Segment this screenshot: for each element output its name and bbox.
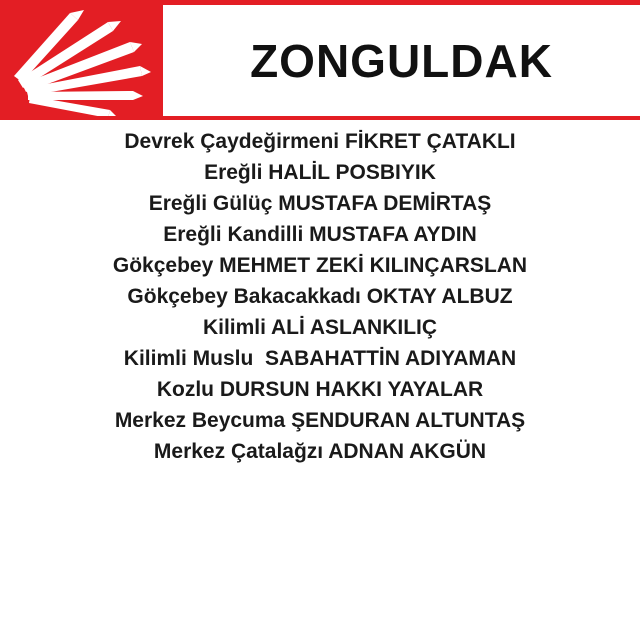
- list-item: Devrek Çaydeğirmeni FİKRET ÇATAKLI: [124, 130, 516, 153]
- header-bottom-rule: [0, 116, 640, 120]
- list-item: Kozlu DURSUN HAKKI YAYALAR: [156, 378, 484, 401]
- list-item: Merkez Beycuma ŞENDURAN ALTUNTAŞ: [114, 409, 526, 432]
- six-arrows-logo-icon: [0, 0, 163, 120]
- logo: [0, 0, 163, 120]
- list-item: Ereğli HALİL POSBIYIK: [204, 161, 436, 184]
- candidate-list: [0, 126, 640, 467]
- list-item: Ereğli Gülüç MUSTAFA DEMİRTAŞ: [148, 192, 492, 215]
- list-item: Gökçebey Bakacakkadı OKTAY ALBUZ: [127, 285, 513, 308]
- list-item: Kilimli ALİ ASLANKILIÇ: [202, 316, 438, 339]
- list-item: Ereğli Kandilli MUSTAFA AYDIN: [163, 223, 477, 246]
- list-item: Kilimli Muslu SABAHATTİN ADIYAMAN: [123, 347, 517, 370]
- page-title: ZONGULDAK: [250, 34, 553, 87]
- header-banner: [0, 0, 640, 120]
- list-item: Merkez Çatalağzı ADNAN AKGÜN: [153, 440, 487, 463]
- list-item: Gökçebey MEHMET ZEKİ KILINÇARSLAN: [112, 254, 528, 277]
